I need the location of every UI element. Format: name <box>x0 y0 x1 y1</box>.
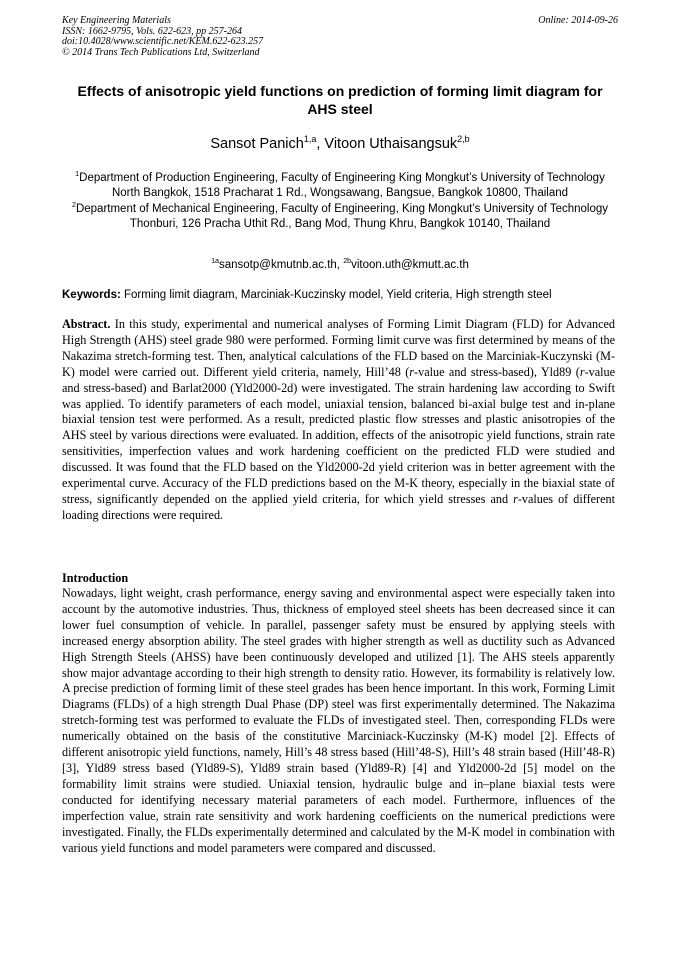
abstract-text: -value and stress-based), Yld89 ( <box>414 364 580 379</box>
abstract-text: -value and stress-based) and Barlat2000 (Yld2000-2d) were investigated. The strain hardening law according to Swift was applied. To identify parameters of each model, uniaxial tension, balanced bi-axial bulge test and in-plane biaxial tension test were performed. As a result, predicted plastic flow stresses and plastic anisotropies of the AHS steel by various directions were evaluated. In addition, effects of the anisotropic yield functions, strain rate sensitivities, imperfection values and work hardening coefficient on the predicted FLD were studied and discussed. It was found that the FLD based on the Yld2000-2d yield criterion was in better agreement with the experimental curve. Accuracy of the FLD predictions based on the M-K theory, especially in the biaxial state of stress, significantly depended on the applied yield criteria, for which yield stresses and <box>62 364 616 506</box>
affiliation-superscript: 2 <box>71 200 76 209</box>
email-list <box>62 258 618 273</box>
r-value-symbol: r <box>409 364 415 379</box>
author-list <box>62 135 618 153</box>
publication-header <box>62 16 618 58</box>
author-superscript: 1,a <box>303 134 317 145</box>
abstract-text: In this study, experimental and numerical analyses of Forming Limit Diagram (FLD) for Advanced High Strength (AHS) steel grade 980 were performed. Forming limit curve was first determined by means of the Nakazima stretch-forming test. Then, analytical calculations of the FLD based on the Marciniak-Kuczynski (M-K) model were carried out. Different yield criteria, namely, Hill’48 ( <box>62 317 615 379</box>
abstract-label: Abstract. <box>62 317 111 331</box>
paper-title: Effects of anisotropic yield functions on prediction of forming limit diagram for AHS steel <box>77 83 603 117</box>
affiliation-text: Department of Production Engineering, Faculty of Engineering King Mongkut’s University of Technology North Bangkok, 1518 Pracharat 1 Rd., Wongsawang, Bangsue, Bangkok 10800, Thailand <box>79 172 605 200</box>
email-separator: , <box>336 259 344 271</box>
introduction-body: Nowadays, light weight, crash performance, energy saving and environmental aspect were especially taken into account by the automotive industries. Thus, thickness of employed steel sheets has been decreased since it can lower fuel consumption of vehicle. In parallel, passenger safety must be ensured by applying steels with increased energy absorption ability. The steel grades with higher strength as well as ductility such as Advanced High Strength Steels (AHSS) have been continuously developed and utilized [1]. The AHS steels apparently show major advantage according to their high strength to density ratio. However, its formability is relatively low. A precise prediction of forming limit of these steel grades has been hence important. In this work, Forming Limit Diagrams (FLDs) of a high strength Dual Phase (DP) steel was first experimentally determined. The Nakazima stretch-forming test was performed to evaluate the FLDs of investigated steel. Then, corresponding FLDs were numerically obtained on the basis of the constitutive Marciniack-Kuczinsky (M-K) model [2]. Effects of different anisotropic yield functions, namely, Hill’s 48 stress based (Hill’48-S), Hill’s 48 strain based (Hill’48-R) [3], Yld89 stress based (Yld89-S), Yld89 strain based (Yld89-R) [4] and Yld2000-2d [5] model on the formability limit strains were studied. Uniaxial tension, hydraulic bulge and in–plane biaxial tests were conducted for identifying necessary material parameters of each model. Furthermore, influences of the imperfection value, strain rate sensitivity and work hardening coefficients on the numerical predictions were investigated. Finally, the FLDs experimentally determined and calculated by the M-K model in combination with various yield functions and model parameters were compared and discussed. <box>62 586 615 855</box>
keywords-label: Keywords: <box>62 289 121 301</box>
r-value-symbol: r <box>579 364 585 379</box>
affiliation-text: Department of Mechanical Engineering, Faculty of Engineering, King Mongkut’s University of Technology Thonburi, 126 Pracha Uthit Rd., Bang Mod, Thung Khru, Bangkok 10140, Thailand <box>75 202 609 230</box>
r-value-symbol: r <box>513 491 518 506</box>
affiliation-2 <box>62 202 618 233</box>
keywords <box>62 288 618 303</box>
journal-name: Key Engineering Materials <box>62 15 171 26</box>
issn-line: ISSN: 1662-9795, Vols. 622-623, pp 257-264 <box>62 25 242 37</box>
author-name: Vitoon Uthaisangsuk <box>324 136 458 152</box>
abstract <box>62 317 615 524</box>
keywords-text: Forming limit diagram, Marciniak-Kuczinsky model, Yield criteria, High strength steel <box>120 289 552 301</box>
affiliation-superscript: 1 <box>75 170 80 179</box>
email-superscript: 1a <box>211 257 219 266</box>
abstract-text: -values of different loading directions were required. <box>62 491 615 522</box>
author-superscript: 2,b <box>457 134 470 145</box>
affiliation-1 <box>62 171 618 202</box>
email-address: vitoon.uth@kmutt.ac.th <box>351 259 469 271</box>
section-heading-introduction: Introduction <box>62 571 129 585</box>
author-name: Sansot Panich <box>210 136 304 152</box>
affiliations <box>62 171 618 232</box>
email-superscript: 2b <box>343 257 352 266</box>
copyright-line: © 2014 Trans Tech Publications Ltd, Switzerland <box>62 46 260 58</box>
doi-line: doi:10.4028/www.scientific.net/KEM.622-623.257 <box>62 36 264 47</box>
author-separator: , <box>316 136 325 152</box>
email-address: sansotp@kmutnb.ac.th <box>219 259 337 271</box>
online-date: Online: 2014-09-26 <box>538 15 618 26</box>
